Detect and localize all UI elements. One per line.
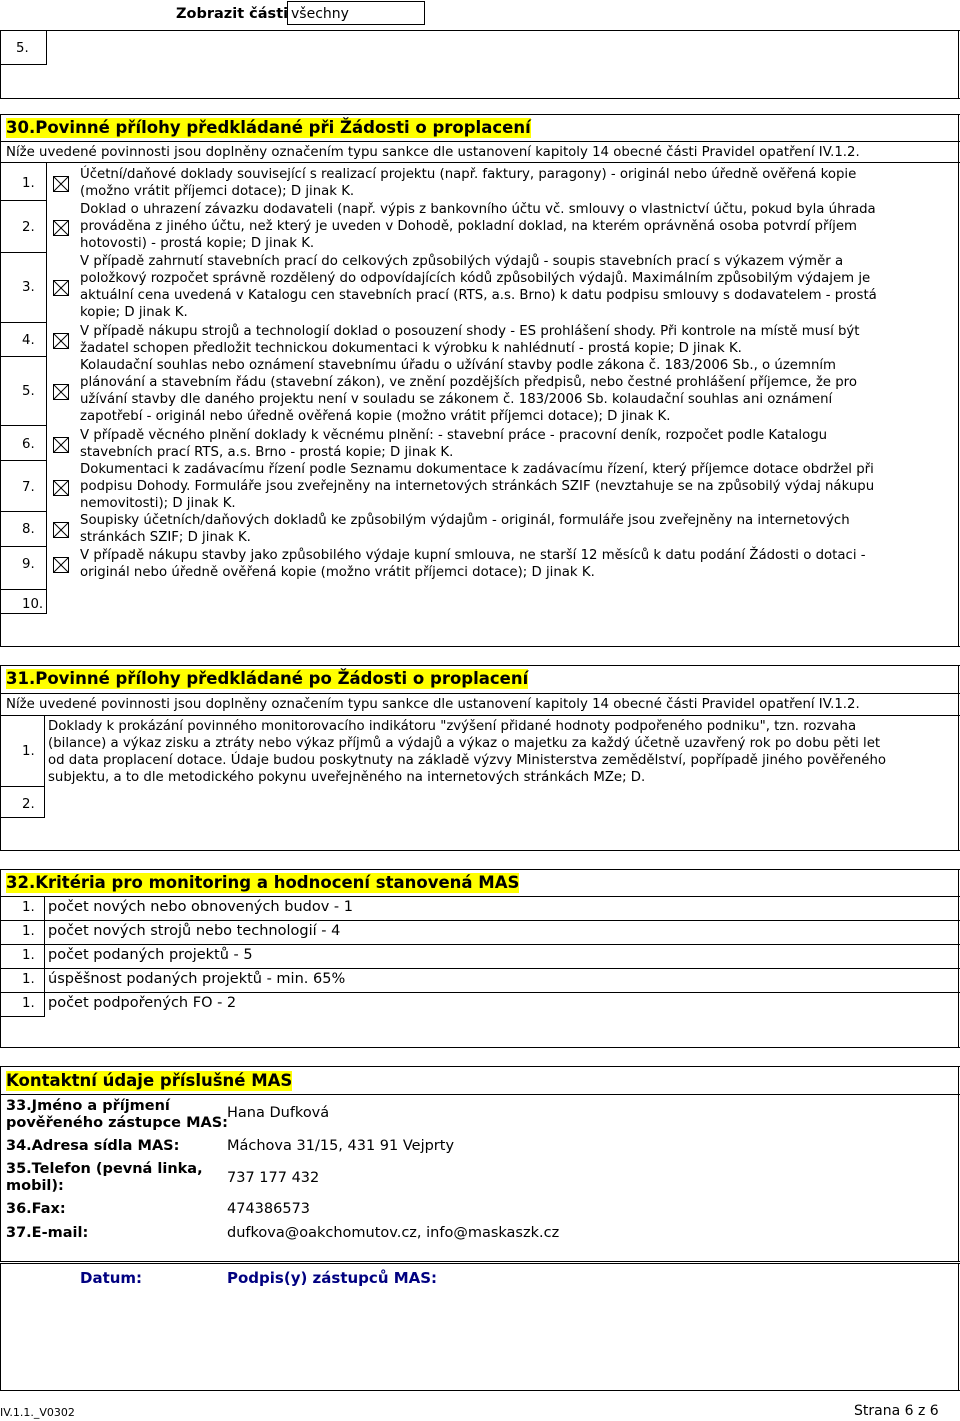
section30-item-number: 9. bbox=[22, 557, 35, 572]
section30-item-line: kopie; D jinak K. bbox=[80, 305, 188, 320]
signature-sign-label: Podpis(y) zástupců MAS: bbox=[227, 1269, 438, 1287]
section30-item-line: Soupisky účetních/daňových dokladů ke způsobilým výdajům - originál, formuláře jsou zveřejněny na internetových bbox=[80, 513, 850, 528]
section30-item-line: položkový rozpočet správně rozdělený do odpovídajících kódů způsobilých výdajů. Maximálním způsobilým výdajem je bbox=[80, 271, 871, 286]
checked-checkbox-icon bbox=[53, 557, 69, 573]
contact-phone-value: 737 177 432 bbox=[227, 1170, 320, 1186]
section30-item-line: V případě věcného plnění doklady k věcnému plnění: - stavební práce - pracovní deník, rozpočet podle Katalogu bbox=[80, 428, 828, 443]
section32-item-text: úspěšnost podaných projektů - min. 65% bbox=[48, 971, 346, 987]
checked-checkbox-icon bbox=[53, 176, 69, 192]
section30-empty-number: 10. bbox=[22, 597, 44, 612]
section30-item-number: 4. bbox=[22, 333, 35, 348]
filter-select[interactable] bbox=[287, 1, 425, 25]
section30-item-line: Kolaudační souhlas nebo oznámení stavebnímu úřadu o užívání stavby podle zákona č. 183/2006 Sb., o územním bbox=[80, 358, 837, 373]
section32-title: 32.Kritéria pro monitoring a hodnocení stanovená MAS bbox=[6, 873, 520, 892]
checked-checkbox-icon bbox=[53, 220, 69, 236]
section32-item-text: počet podpořených FO - 2 bbox=[48, 995, 237, 1011]
section30-item-line: hotovosti) - prostá kopie; D jinak K. bbox=[80, 236, 315, 251]
section30-item-line: (možno vrátit příjemci dotace); D jinak K. bbox=[80, 184, 355, 199]
section30-item-line: žadatel schopen předložit technickou dokumentaci k výrobku k nahlédnutí - prostá kopie; D jinak K. bbox=[80, 341, 742, 356]
contact-email-label: 37.E-mail: bbox=[6, 1225, 89, 1241]
section30-item-line: originál nebo úředně ověřená kopie (možno vrátit příjemci dotace); D jinak K. bbox=[80, 565, 595, 580]
section30-item-number: 7. bbox=[22, 480, 35, 495]
section32-item-number: 1. bbox=[22, 924, 35, 939]
contact-phone-label-line-2: mobil): bbox=[6, 1178, 64, 1194]
top-block-number: 5. bbox=[16, 41, 29, 56]
contact-fax-value: 474386573 bbox=[227, 1201, 311, 1217]
section32-item-number: 1. bbox=[22, 972, 35, 987]
section31-item-line-1: Doklady k prokázání povinného monitorovacího indikátoru "zvýšení přidané hodnoty podpořeného podniku", tzn. rozvaha bbox=[48, 719, 857, 734]
section30-note: Níže uvedené povinnosti jsou doplněny označením typu sankce dle ustanovení kapitoly 14 obecné části Pravidel opatření IV.1.2. bbox=[6, 145, 860, 160]
section30-item-number: 3. bbox=[22, 280, 35, 295]
section30-item-line: užívání stavby dle daného projektu není v souladu se zákonem č. 183/2006 Sb. kolaudační souhlas ani oznámení bbox=[80, 392, 833, 407]
section30-item-number: 8. bbox=[22, 522, 35, 537]
section30-item-line: stavebních prací RTS, a.s. Brno - prostá kopie; D jinak K. bbox=[80, 445, 454, 460]
section31-empty-number: 2. bbox=[22, 797, 35, 812]
checked-checkbox-icon bbox=[53, 480, 69, 496]
contact-address-value: Máchova 31/15, 431 91 Vejprty bbox=[227, 1138, 455, 1154]
signature-date-label: Datum: bbox=[80, 1269, 143, 1287]
contact-fax-label: 36.Fax: bbox=[6, 1201, 66, 1217]
section30-item-number: 5. bbox=[22, 384, 35, 399]
section30-item-number: 2. bbox=[22, 220, 35, 235]
section30-item-line: nemovitosti); D jinak K. bbox=[80, 496, 236, 511]
contact-name-value: Hana Dufková bbox=[227, 1105, 330, 1121]
section31-item-line-4: subjektu, a to dle metodického pokynu uveřejněného na internetových stránkách MZe; D. bbox=[48, 770, 646, 785]
section30-item-line: stránkách SZIF; D jinak K. bbox=[80, 530, 251, 545]
section30-item-line: Účetní/daňové doklady související s realizací projektu (např. faktury, paragony) - originál nebo úředně ověřená kopie bbox=[80, 167, 857, 182]
checked-checkbox-icon bbox=[53, 384, 69, 400]
section30-item-line: Doklad o uhrazení závazku dodavateli (např. výpis z bankovního účtu vč. smlouvy o vlastnictví účtu, pokud byla úhrada bbox=[80, 202, 876, 217]
section31-item-line-3: od data proplacení dotace. Údaje budou poskytnuty na základě výzvy Ministerstva zemědělství, popřípadě jiného pověřeného bbox=[48, 753, 887, 768]
section32-item-number: 1. bbox=[22, 948, 35, 963]
contact-title: Kontaktní údaje příslušné MAS bbox=[6, 1071, 293, 1090]
section30-item-line: plánování a stavebním řádu (stavební zákon), ve znění pozdějších předpisů, nebo čestné prohlášení příjemce, že pro bbox=[80, 375, 857, 390]
checked-checkbox-icon bbox=[53, 280, 69, 296]
contact-address-label: 34.Adresa sídla MAS: bbox=[6, 1138, 180, 1154]
checked-checkbox-icon bbox=[53, 522, 69, 538]
footer-page-number: Strana 6 z 6 bbox=[854, 1403, 939, 1419]
section30-item-line: V případě nákupu strojů a technologií doklad o posouzení shody - ES prohlášení shody. Při kontrole na místě musí být bbox=[80, 324, 860, 339]
section30-item-number: 6. bbox=[22, 437, 35, 452]
section32-item-text: počet podaných projektů - 5 bbox=[48, 947, 253, 963]
section30-item-line: zapotřebí - originál nebo úředně ověřená kopie (možno vrátit příjemci dotace); D jinak K. bbox=[80, 409, 671, 424]
section30-item-line: prováděna z jiného účtu, než který je uveden v Dohodě, pokladní doklad, na kterém oprávněná osoba potvrdí příjem bbox=[80, 219, 857, 234]
checked-checkbox-icon bbox=[53, 333, 69, 349]
contact-email-value: dufkova@oakchomutov.cz, info@maskaszk.cz bbox=[227, 1225, 560, 1241]
section32-item-text: počet nových strojů nebo technologií - 4 bbox=[48, 923, 341, 939]
section31-note: Níže uvedené povinnosti jsou doplněny označením typu sankce dle ustanovení kapitoly 14 obecné části Pravidel opatření IV.1.2. bbox=[6, 697, 860, 712]
section32-item-number: 1. bbox=[22, 996, 35, 1011]
footer-form-code: IV.1.1._V0302 bbox=[0, 1406, 75, 1419]
filter-select-value: všechny bbox=[291, 6, 349, 22]
section32-item-number: 1. bbox=[22, 900, 35, 915]
section31-item-line-2: (bilance) a výkaz zisku a ztráty nebo výkaz příjmů a výdajů a výkaz o majetku za každý účetně uzavřený rok po dobu pěti let bbox=[48, 736, 881, 751]
section32-item-text: počet nových nebo obnovených budov - 1 bbox=[48, 899, 353, 915]
section31-item-number: 1. bbox=[22, 744, 35, 759]
section30-title: 30.Povinné přílohy předkládané při Žádosti o proplacení bbox=[6, 118, 531, 137]
section30-item-line: V případě nákupu stavby jako způsobilého výdaje kupní smlouva, ne starší 12 měsíců k datu podání Žádosti o dotaci - bbox=[80, 548, 866, 563]
contact-name-label-line-2: pověřeného zástupce MAS: bbox=[6, 1115, 228, 1131]
section30-item-line: aktuální cena uvedená v Katalogu cen stavebních prací (RTS, a.s. Brno) k datu podpisu smlouvy s dodavatelem - prostá bbox=[80, 288, 877, 303]
contact-name-label-line-1: 33.Jméno a příjmení bbox=[6, 1098, 170, 1114]
section30-item-line: V případě zahrnutí stavebních prací do celkových způsobilých výdajů - soupis stavebních prací s výkazem výměr a bbox=[80, 254, 844, 269]
section30-item-line: podpisu Dohody. Formuláře jsou zveřejněny na internetových stránkách SZIF (nevztahuje se na způsobilý výdaj nákupu bbox=[80, 479, 875, 494]
section30-item-number: 1. bbox=[22, 176, 35, 191]
contact-phone-label-line-1: 35.Telefon (pevná linka, bbox=[6, 1161, 203, 1177]
checked-checkbox-icon bbox=[53, 437, 69, 453]
section30-item-line: Dokumentaci k zadávacímu řízení podle Seznamu dokumentace k zadávacímu řízení, který příjemce dotace obdržel při bbox=[80, 462, 874, 477]
section31-title: 31.Povinné přílohy předkládané po Žádosti o proplacení bbox=[6, 669, 529, 688]
filter-label: Zobrazit části bbox=[176, 6, 289, 22]
